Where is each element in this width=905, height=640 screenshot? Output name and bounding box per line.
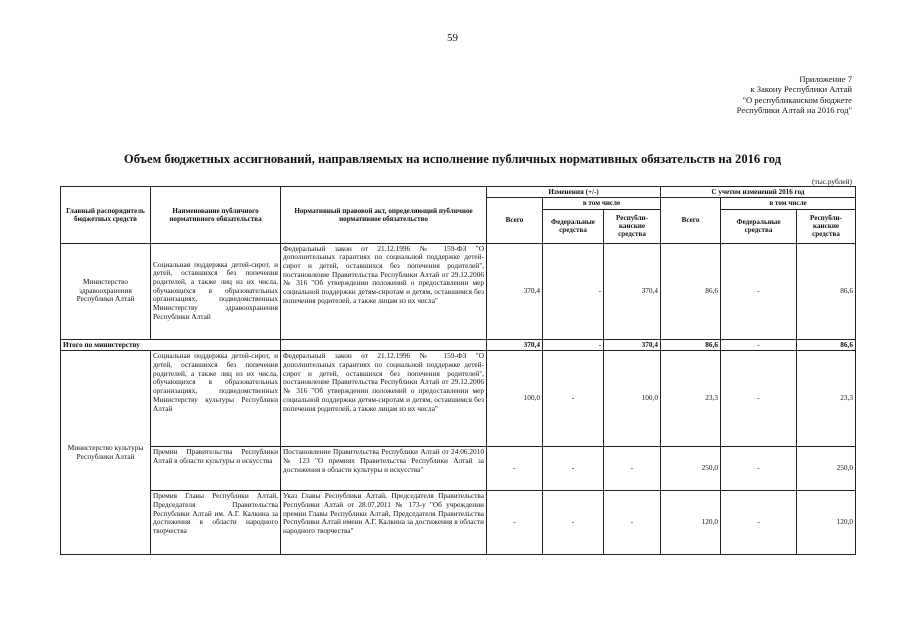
final-republican-cell: 86,6 xyxy=(797,243,856,339)
change-republican-cell: - xyxy=(604,447,661,491)
final-total-cell: 120,0 xyxy=(661,491,721,555)
page-number: 59 xyxy=(447,32,458,44)
act-cell: Указ Главы Республики Алтай, Председателя Правительства Республики Алтай от 28.07.2011 № 173-у "Об учреждении премии Главы Республики Алтай, Председателя Правительства Республики Алтай имени А.Г. Калкина за достижения в области народного творчества" xyxy=(281,491,487,555)
change-total-cell: - xyxy=(487,447,543,491)
subtotal-act-cell xyxy=(281,339,487,351)
subtotal-final-federal: - xyxy=(721,339,797,351)
obligation-cell: Премии Правительства Республики Алтай в области культуры и искусства xyxy=(151,447,281,491)
final-republican-cell: 23,3 xyxy=(797,351,856,447)
act-cell: Постановление Правительства Республики Алтай от 24.06.2010 № 123 "О премиях Правительства Республики Алтай за достижения в области культуры и искусства" xyxy=(281,447,487,491)
subtotal-label: Итого по министерству xyxy=(61,339,281,351)
document-title: Объем бюджетных ассигнований, направляемых на исполнение публичных нормативных обязательств на 2016 год xyxy=(123,152,782,166)
final-federal-cell: - xyxy=(721,243,797,339)
change-total-cell: 100,0 xyxy=(487,351,543,447)
final-federal-cell: - xyxy=(721,351,797,447)
subtotal-final-total: 86,6 xyxy=(661,339,721,351)
obligation-cell: Социальная поддержка детей-сирот, и детей, оставшихся без попечения родителей, а также лиц из их числа, обучающихся в образовательных организациях, подведомственных Министерству здравоохранения Республики Алтай xyxy=(151,243,281,339)
subtotal-change-republican: 370,4 xyxy=(604,339,661,351)
final-federal-cell: - xyxy=(721,491,797,555)
header-final-republican: Республи-канские средства xyxy=(797,209,856,243)
final-republican-cell: 120,0 xyxy=(797,491,856,555)
change-republican-cell: 100,0 xyxy=(604,351,661,447)
manager-cell: Министерство культуры Республики Алтай xyxy=(61,351,151,555)
header-final-total: Всего xyxy=(661,198,721,243)
appendix-reference xyxy=(737,74,852,116)
header-changes-including: в том числе xyxy=(543,198,661,209)
budget-table xyxy=(60,186,856,555)
header-changes-total: Всего xyxy=(487,198,543,243)
header-with-changes: С учетом изменений 2016 год xyxy=(661,187,856,198)
appendix-line: Республики Алтай на 2016 год" xyxy=(736,105,852,116)
table-row xyxy=(61,243,856,339)
change-republican-cell: 370,4 xyxy=(604,243,661,339)
act-cell: Федеральный закон от 21.12.1996 № 159-ФЗ "О дополнительных гарантиях по социальной поддержке детей-сирот и детей, оставшихся без попечения родителей", постановление Правительства Республики Алтай от 29.12.2006 № 316 "Об утверждении положений о предоставлении мер социальной поддержки детям-сиротам и детям, оставшимся без попечения родителей, а также лицам из их числа" xyxy=(281,243,487,339)
change-federal-cell: - xyxy=(543,243,604,339)
header-changes: Изменения (+/-) xyxy=(487,187,661,198)
table-row xyxy=(61,351,856,447)
change-federal-cell: - xyxy=(543,491,604,555)
appendix-line: Приложение 7 xyxy=(799,74,852,84)
final-total-cell: 86,6 xyxy=(661,243,721,339)
header-row xyxy=(61,187,856,198)
header-final-including: в том числе xyxy=(721,198,856,209)
change-republican-cell: - xyxy=(604,491,661,555)
subtotal-change-federal: - xyxy=(543,339,604,351)
subtotal-final-republican: 86,6 xyxy=(797,339,856,351)
obligation-cell: Социальная поддержка детей-сирот, и детей, оставшихся без попечения родителей, а также лиц из их числа, обучающихся в образовательных организациях, подведомственных Министерству культуры Республики Алтай xyxy=(151,351,281,447)
change-total-cell: - xyxy=(487,491,543,555)
manager-cell: Министерство здравоохранения Республики Алтай xyxy=(61,243,151,339)
header-obligation: Наименование публичного нормативного обязательства xyxy=(151,187,281,244)
table-row xyxy=(61,447,856,491)
final-total-cell: 250,0 xyxy=(661,447,721,491)
final-federal-cell: - xyxy=(721,447,797,491)
header-changes-republican: Республи-канские средства xyxy=(604,209,661,243)
appendix-line: "О республиканском бюджете xyxy=(742,94,852,105)
header-changes-federal: Федеральные средства xyxy=(543,209,604,243)
final-republican-cell: 250,0 xyxy=(797,447,856,491)
header-act: Нормативный правовой акт, определяющий публичное нормативное обязательство xyxy=(281,187,487,244)
change-federal-cell: - xyxy=(543,447,604,491)
subtotal-change-total: 370,4 xyxy=(487,339,543,351)
units-label: (тыс.рублей) xyxy=(812,177,852,186)
subtotal-row xyxy=(61,339,856,351)
change-federal-cell: - xyxy=(543,351,604,447)
final-total-cell: 23,3 xyxy=(661,351,721,447)
header-final-federal: Федеральные средства xyxy=(721,209,797,243)
table-row xyxy=(61,491,856,555)
obligation-cell: Премия Главы Республики Алтай, Председателя Правительства Республики Алтай им. А.Г. Калкина за достижения в области народного творчества xyxy=(151,491,281,555)
header-manager: Главный распорядитель бюджетных средств xyxy=(61,187,151,244)
change-total-cell: 370,4 xyxy=(487,243,543,339)
appendix-line: к Закону Республики Алтай xyxy=(750,84,852,95)
act-cell: Федеральный закон от 21.12.1996 № 159-ФЗ "О дополнительных гарантиях по социальной поддержке детей-сирот и детей, оставшихся без попечения родителей", постановление Правительства Республики Алтай от 29.12.2006 № 316 "Об утверждении положений о предоставлении мер социальной поддержки детям-сиротам и детям, оставшимся без попечения родителей, а также лицам из их числа" xyxy=(281,351,487,447)
